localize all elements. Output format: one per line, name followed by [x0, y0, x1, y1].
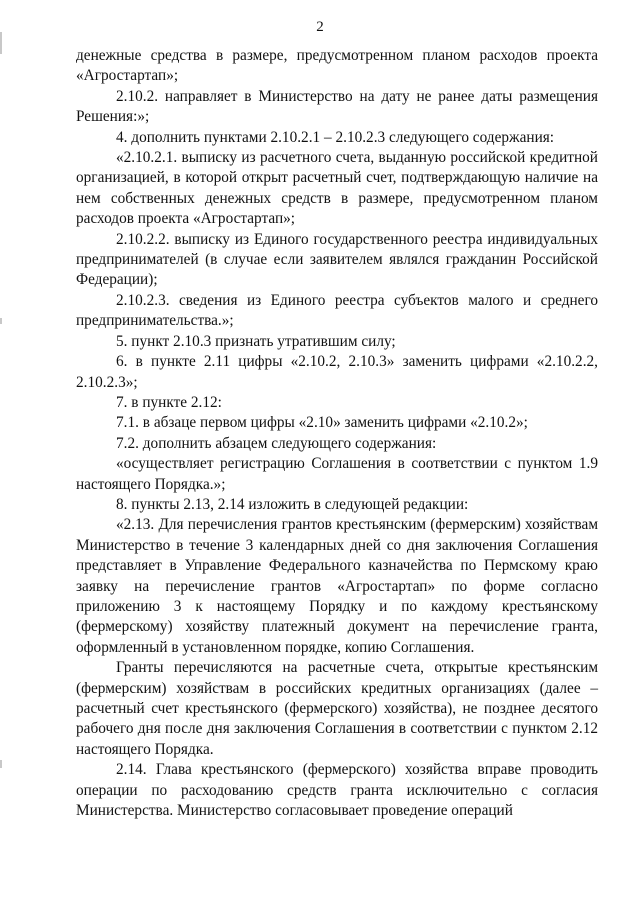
paragraph: «2.13. Для перечисления грантов крестьянским (фермерским) хозяйствам Министерство в течение 3 календарных дней со дня заключения Соглашения представляет в Управление Федерального казначейства по Пермскому краю заявку на перечисление грантов «Агростартап» по форме согласно приложению 3 к настоящему Порядку и по каждому крестьянскому (фермерскому) хозяйству платежный документ на перечисление гранта, оформленный в установленном порядке, копию Соглашения. — [76, 516, 598, 656]
paragraph: денежные средства в размере, предусмотренном планом расходов проекта «Агростартап»; — [76, 47, 598, 85]
paragraph: 8. пункты 2.13, 2.14 изложить в следующей редакции: — [116, 495, 469, 513]
paragraph: 7.2. дополнить абзацем следующего содержания: — [116, 434, 437, 452]
paragraph: Гранты перечисляются на расчетные счета, открытые крестьянским (фермерским) хозяйствам в российских кредитных организациях (далее – расчетный счет крестьянского (фермерского) хозяйства), не позднее десятого рабочего дня после дня заключения Соглашения в соответствии с пунктом 2.12 настоящего Порядка. — [76, 659, 598, 758]
paragraph: «осуществляет регистрацию Соглашения в соответствии с пунктом 1.9 настоящего Порядка.»; — [76, 455, 598, 493]
left-margin-mark-mid — [0, 318, 2, 324]
paragraph: 5. пункт 2.10.3 признать утратившим силу; — [116, 332, 396, 350]
paragraph: 7.1. в абзаце первом цифры «2.10» заменить цифрами «2.10.2»; — [116, 414, 528, 432]
paragraph: 2.14. Глава крестьянского (фермерского) хозяйства вправе проводить операции по расходованию средств гранта исключительно с согласия Министерства. Министерство согласовывает проведение операций — [76, 761, 598, 820]
paragraph: 4. дополнить пунктами 2.10.2.1 – 2.10.2.3 следующего содержания: — [116, 128, 555, 146]
document-body — [76, 46, 598, 821]
paragraph: 6. в пункте 2.11 цифры «2.10.2, 2.10.3» заменить цифрами «2.10.2.2, 2.10.2.3»; — [76, 353, 598, 391]
page-number: 2 — [316, 19, 324, 35]
paragraph: 2.10.2. направляет в Министерство на дату не ранее даты размещения Решения:»; — [76, 87, 598, 126]
paragraph: 2.10.2.3. сведения из Единого реестра субъектов малого и среднего предпринимательства.»; — [76, 291, 598, 330]
paragraph: «2.10.2.1. выписку из расчетного счета, выданную российской кредитной организацией, в которой открыт расчетный счет, подтверждающую наличие на нем собственных денежных средств в размере, предусмотренном планом расходов проекта «Агростартап»; — [76, 149, 598, 228]
paragraph: 7. в пункте 2.12: — [116, 393, 222, 411]
paragraph: 2.10.2.2. выписку из Единого государственного реестра индивидуальных предпринимателей (в случае если заявителем являлся гражданин Российской Федерации); — [76, 230, 598, 289]
left-margin-mark-bottom — [0, 760, 2, 768]
